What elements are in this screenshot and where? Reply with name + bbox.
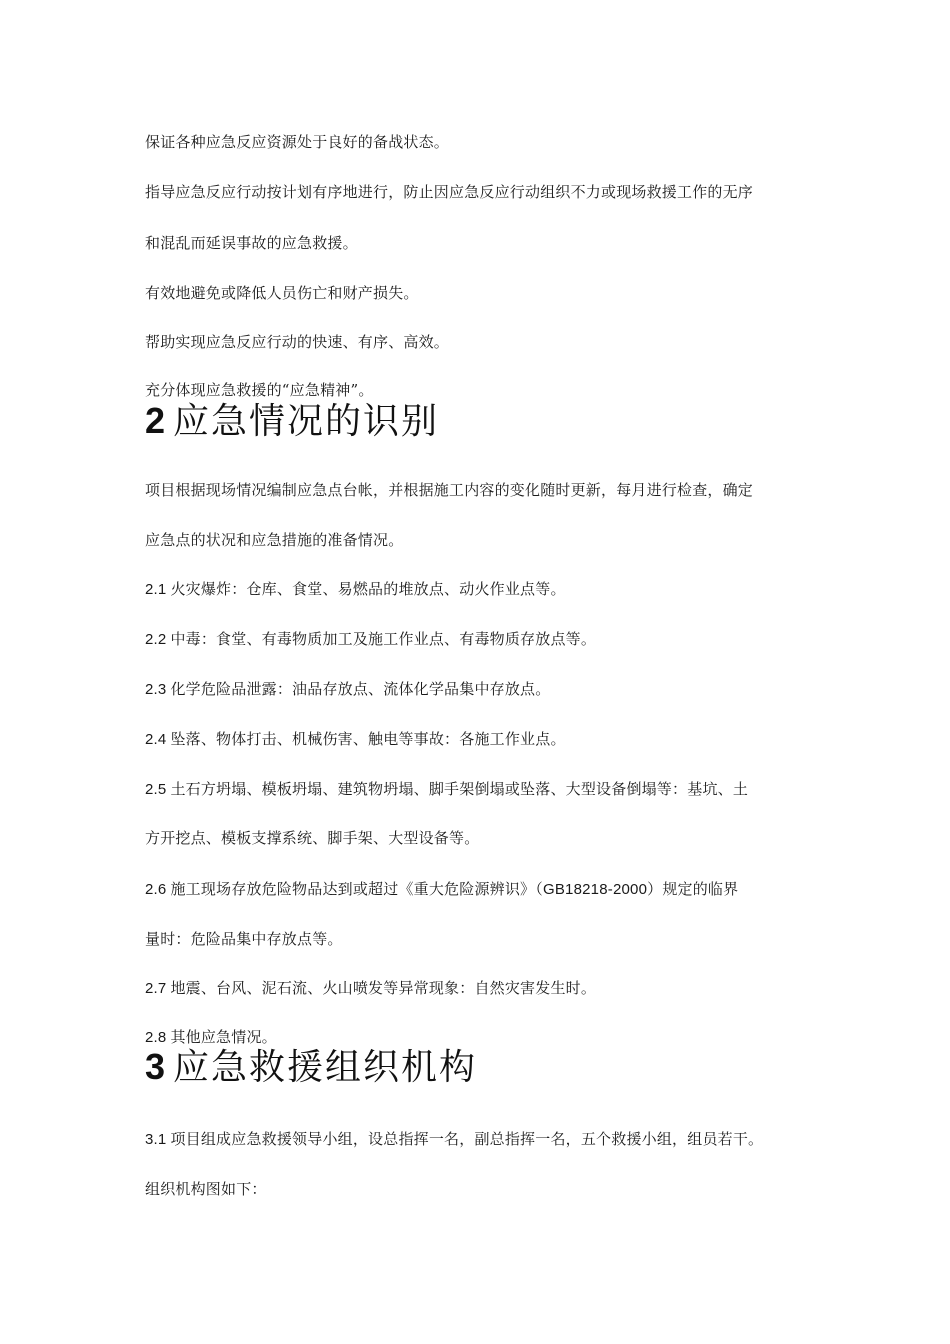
item-text: 地震、台风、泥石流、火山喷发等异常现象：自然灾害发生时。 <box>170 979 597 997</box>
list-item-2-6 <box>145 879 738 900</box>
list-item-2-2 <box>145 629 596 650</box>
item-text: 中毒：食堂、有毒物质加工及施工作业点、有毒物质存放点等。 <box>170 630 597 648</box>
item-number: 2.3 <box>145 681 167 698</box>
list-item-2-7 <box>145 978 596 999</box>
item-text: 施工现场存放危险物品达到或超过《重大危险源辨识》（ <box>170 880 543 898</box>
section-2-title: 应急情况的识别 <box>173 401 440 442</box>
item-number: 2.4 <box>145 731 167 748</box>
item-text: 项目组成应急救援领导小组，设总指挥一名，副总指挥一名，五个救援小组，组员若干。 <box>170 1130 764 1148</box>
item-text: 其他应急情况。 <box>170 1028 277 1046</box>
section-3-number: 3 <box>145 1046 166 1087</box>
list-item-3-1 <box>145 1129 763 1150</box>
item-number: 2.5 <box>145 781 167 798</box>
list-item-2-6-continuation: 量时：危险品集中存放点等。 <box>145 930 343 948</box>
item-number: 2.8 <box>145 1029 167 1046</box>
item-text: 化学危险品泄露：油品存放点、流体化学品集中存放点。 <box>170 680 551 698</box>
list-item-2-4 <box>145 729 566 750</box>
item-text: 火灾爆炸：仓库、食堂、易燃品的堆放点、动火作业点等。 <box>170 580 566 598</box>
section-2-number: 2 <box>145 400 166 441</box>
item-number: 2.7 <box>145 980 167 997</box>
intro-line-3: 和混乱而延误事故的应急救援。 <box>145 234 358 252</box>
list-item-2-3 <box>145 679 550 700</box>
item-number: 2.6 <box>145 881 167 898</box>
intro-line-4: 有效地避免或降低人员伤亡和财产损失。 <box>145 284 419 302</box>
section-2-intro-line-2: 应急点的状况和应急措施的准备情况。 <box>145 531 404 549</box>
list-item-2-1 <box>145 579 566 600</box>
list-item-2-8 <box>145 1027 277 1048</box>
item-number: 2.2 <box>145 631 167 648</box>
item-number: 3.1 <box>145 1131 167 1148</box>
intro-line-2: 指导应急反应行动按计划有序地进行，防止因应急反应行动组织不力或现场救援工作的无序 <box>145 183 754 201</box>
section-2-intro-line-1: 项目根据现场情况编制应急点台帐，并根据施工内容的变化随时更新，每月进行检查，确定 <box>145 481 754 499</box>
org-chart-caption: 组织机构图如下： <box>145 1180 267 1198</box>
intro-line-5: 帮助实现应急反应行动的快速、有序、高效。 <box>145 333 450 351</box>
standard-code: GB18218-2000 <box>542 881 648 898</box>
list-item-2-5-continuation: 方开挖点、模板支撑系统、脚手架、大型设备等。 <box>145 829 480 847</box>
item-text: 土石方坍塌、模板坍塌、建筑物坍塌、脚手架倒塌或坠落、大型设备倒塌等：基坑、土 <box>170 780 749 798</box>
section-3-heading <box>145 1046 477 1089</box>
item-text: ）规定的临界 <box>647 880 739 898</box>
list-item-2-5 <box>145 779 748 800</box>
item-text: 坠落、物体打击、机械伤害、触电等事故：各施工作业点。 <box>170 730 566 748</box>
intro-line-6: 充分体现应急救援的“应急精神”。 <box>145 381 374 399</box>
section-3-title: 应急救援组织机构 <box>173 1047 478 1088</box>
section-2-heading <box>145 400 439 443</box>
item-number: 2.1 <box>145 581 167 598</box>
intro-line-1: 保证各种应急反应资源处于良好的备战状态。 <box>145 133 450 151</box>
